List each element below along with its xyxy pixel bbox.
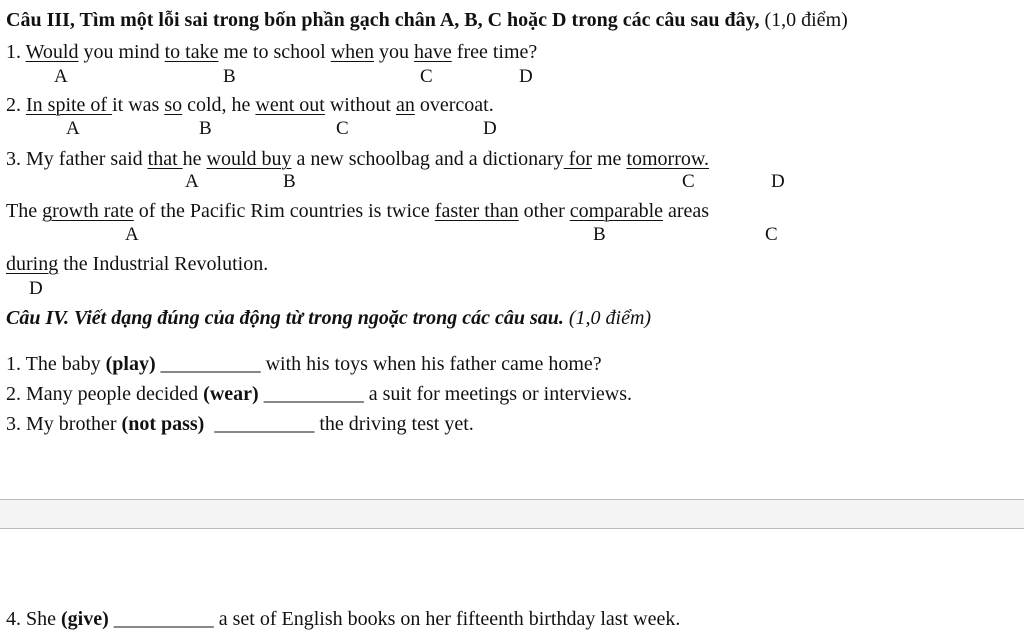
- question-number: 1.: [6, 41, 26, 63]
- text: you mind: [78, 41, 165, 63]
- text: it was: [112, 94, 165, 116]
- section-4-heading: [6, 307, 651, 330]
- verb: (play): [105, 353, 156, 375]
- underlined-d: tomorrow.: [626, 148, 710, 170]
- text: me to school: [218, 41, 331, 63]
- text: the driving test yet.: [314, 413, 474, 435]
- text: free time?: [451, 41, 538, 63]
- text: The: [6, 200, 43, 222]
- text: a suit for meetings or interviews.: [363, 383, 632, 405]
- question-4-2: [6, 382, 632, 406]
- label-b: B: [223, 66, 236, 87]
- text: other: [518, 200, 570, 222]
- underlined-d: an: [395, 94, 415, 116]
- text: the Industrial Revolution.: [58, 253, 269, 275]
- page-break-band: [0, 500, 1024, 528]
- underlined-b: faster than: [434, 200, 519, 222]
- question-number: 3. My father said: [6, 148, 148, 170]
- underlined-a: growth rate: [42, 200, 134, 222]
- verb: (not pass): [121, 413, 205, 435]
- question-3-4: [6, 199, 709, 223]
- text: you: [374, 41, 415, 63]
- verb: (wear): [203, 383, 259, 405]
- question-4-1: [6, 352, 602, 376]
- underlined-a: Would: [25, 41, 79, 63]
- label-a: A: [185, 171, 199, 192]
- text: 1. The baby: [6, 353, 106, 375]
- label-c: C: [682, 171, 695, 192]
- question-3-2: [6, 93, 494, 117]
- question-3-4-cont: [6, 252, 268, 276]
- underlined-d: during: [6, 253, 59, 275]
- question-4-3: [6, 412, 474, 436]
- text: overcoat.: [414, 94, 494, 116]
- text: a new schoolbag and a dictionary: [291, 148, 564, 170]
- question-number: 2.: [6, 94, 26, 116]
- label-b: B: [283, 171, 296, 192]
- label-c: C: [420, 66, 433, 87]
- answer-blank: __________: [258, 383, 364, 405]
- label-d: D: [483, 118, 497, 139]
- underlined-a: In spite of: [26, 94, 113, 116]
- underlined-d: have: [414, 41, 452, 63]
- label-d: D: [29, 278, 43, 299]
- section-3-points: (1,0 điểm): [759, 9, 848, 31]
- text: without: [324, 94, 396, 116]
- text: he: [182, 148, 207, 170]
- text: me: [592, 148, 627, 170]
- text: areas: [663, 200, 710, 222]
- label-c: C: [765, 224, 778, 245]
- question-4-4: [6, 607, 680, 631]
- section-3-heading: [6, 9, 848, 32]
- text: 2. Many people decided: [6, 383, 204, 405]
- underlined-b: would buy: [206, 148, 292, 170]
- underlined-c: comparable: [569, 200, 664, 222]
- answer-blank: __________: [204, 413, 315, 435]
- underlined-c: when: [330, 41, 375, 63]
- question-3-3: [6, 147, 709, 171]
- answer-blank: __________: [108, 608, 214, 630]
- verb: (give): [61, 608, 109, 630]
- label-a: A: [66, 118, 80, 139]
- section-4-points: (1,0 điểm): [563, 307, 652, 329]
- text: cold, he: [182, 94, 256, 116]
- text: a set of English books on her fifteenth birthday last week.: [213, 608, 681, 630]
- label-a: A: [54, 66, 68, 87]
- underlined-b: to take: [164, 41, 219, 63]
- underlined-c: for: [563, 148, 592, 170]
- label-b: B: [593, 224, 606, 245]
- text: with his toys when his father came home?: [260, 353, 602, 375]
- text: of the Pacific Rim countries is twice: [133, 200, 435, 222]
- answer-blank: __________: [155, 353, 261, 375]
- underlined-c: went out: [255, 94, 325, 116]
- label-c: C: [336, 118, 349, 139]
- text: 3. My brother: [6, 413, 122, 435]
- page-break-bottom-line: [0, 528, 1024, 529]
- underlined-b: so: [164, 94, 183, 116]
- text: 4. She: [6, 608, 61, 630]
- label-d: D: [771, 171, 785, 192]
- label-d: D: [519, 66, 533, 87]
- question-3-1: [6, 40, 537, 64]
- label-b: B: [199, 118, 212, 139]
- underlined-a: that: [147, 148, 183, 170]
- label-a: A: [125, 224, 139, 245]
- section-3-title: Câu III, Tìm một lỗi sai trong bốn phần gạch chân A, B, C hoặc D trong các câu sau đây,: [6, 9, 760, 31]
- section-4-title: Câu IV. Viết dạng đúng của động từ trong ngoặc trong các câu sau.: [6, 307, 564, 329]
